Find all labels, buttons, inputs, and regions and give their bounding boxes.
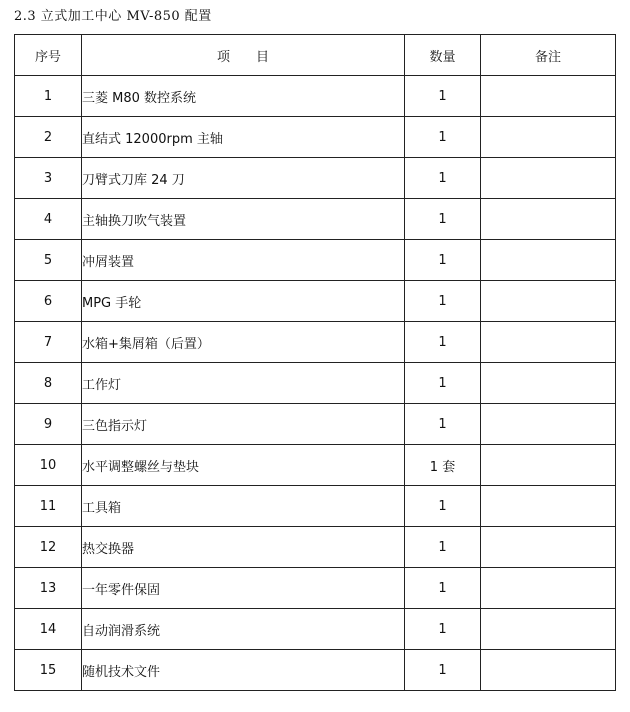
row-remarks (481, 158, 616, 199)
row-number: 9 (15, 404, 82, 445)
row-item: 冲屑装置 (82, 240, 405, 281)
row-quantity: 1 (405, 158, 481, 199)
row-number: 15 (15, 650, 82, 691)
row-number: 13 (15, 568, 82, 609)
row-item: 自动润滑系统 (82, 609, 405, 650)
row-remarks (481, 117, 616, 158)
row-remarks (481, 322, 616, 363)
table-row (15, 363, 616, 404)
header-quantity: 数量 (405, 35, 481, 76)
row-quantity: 1 (405, 117, 481, 158)
section-title: 2.3 立式加工中心 MV-850 配置 (14, 9, 212, 24)
table-row (15, 76, 616, 117)
row-remarks (481, 363, 616, 404)
row-item: 三菱 M80 数控系统 (82, 76, 405, 117)
table-header-row (15, 35, 616, 76)
row-number: 4 (15, 199, 82, 240)
row-item: MPG 手轮 (82, 281, 405, 322)
row-number: 2 (15, 117, 82, 158)
row-number: 3 (15, 158, 82, 199)
row-item: 直结式 12000rpm 主轴 (82, 117, 405, 158)
row-remarks (481, 281, 616, 322)
row-remarks (481, 240, 616, 281)
table-row (15, 568, 616, 609)
row-quantity: 1 (405, 281, 481, 322)
header-item: 项 目 (82, 35, 405, 76)
row-quantity: 1 (405, 199, 481, 240)
row-quantity: 1 (405, 609, 481, 650)
row-number: 12 (15, 527, 82, 568)
row-quantity: 1 (405, 650, 481, 691)
row-number: 6 (15, 281, 82, 322)
table-row (15, 486, 616, 527)
row-item: 一年零件保固 (82, 568, 405, 609)
row-quantity: 1 (405, 527, 481, 568)
row-item: 工具箱 (82, 486, 405, 527)
row-remarks (481, 445, 616, 486)
row-item: 刀臂式刀库 24 刀 (82, 158, 405, 199)
row-number: 8 (15, 363, 82, 404)
table-row (15, 322, 616, 363)
table-row (15, 240, 616, 281)
row-remarks (481, 199, 616, 240)
table-row (15, 527, 616, 568)
row-quantity: 1 (405, 568, 481, 609)
table-row (15, 281, 616, 322)
row-number: 1 (15, 76, 82, 117)
row-item: 三色指示灯 (82, 404, 405, 445)
row-remarks (481, 650, 616, 691)
table-row (15, 404, 616, 445)
row-number: 7 (15, 322, 82, 363)
row-remarks (481, 609, 616, 650)
table-row (15, 199, 616, 240)
row-quantity: 1 套 (405, 445, 481, 486)
row-number: 10 (15, 445, 82, 486)
header-number: 序号 (15, 35, 82, 76)
row-remarks (481, 568, 616, 609)
row-quantity: 1 (405, 240, 481, 281)
row-item: 主轴换刀吹气装置 (82, 199, 405, 240)
table-row (15, 609, 616, 650)
header-remarks: 备注 (481, 35, 616, 76)
table-row (15, 445, 616, 486)
row-item: 水箱+集屑箱（后置） (82, 322, 405, 363)
row-remarks (481, 527, 616, 568)
row-remarks (481, 404, 616, 445)
row-remarks (481, 486, 616, 527)
row-number: 5 (15, 240, 82, 281)
row-item: 随机技术文件 (82, 650, 405, 691)
configuration-table (14, 34, 616, 691)
row-remarks (481, 76, 616, 117)
row-quantity: 1 (405, 486, 481, 527)
row-item: 水平调整螺丝与垫块 (82, 445, 405, 486)
table-row (15, 650, 616, 691)
row-number: 14 (15, 609, 82, 650)
row-quantity: 1 (405, 363, 481, 404)
row-number: 11 (15, 486, 82, 527)
table-row (15, 158, 616, 199)
row-quantity: 1 (405, 322, 481, 363)
row-quantity: 1 (405, 76, 481, 117)
table-row (15, 117, 616, 158)
row-item: 热交换器 (82, 527, 405, 568)
row-item: 工作灯 (82, 363, 405, 404)
row-quantity: 1 (405, 404, 481, 445)
